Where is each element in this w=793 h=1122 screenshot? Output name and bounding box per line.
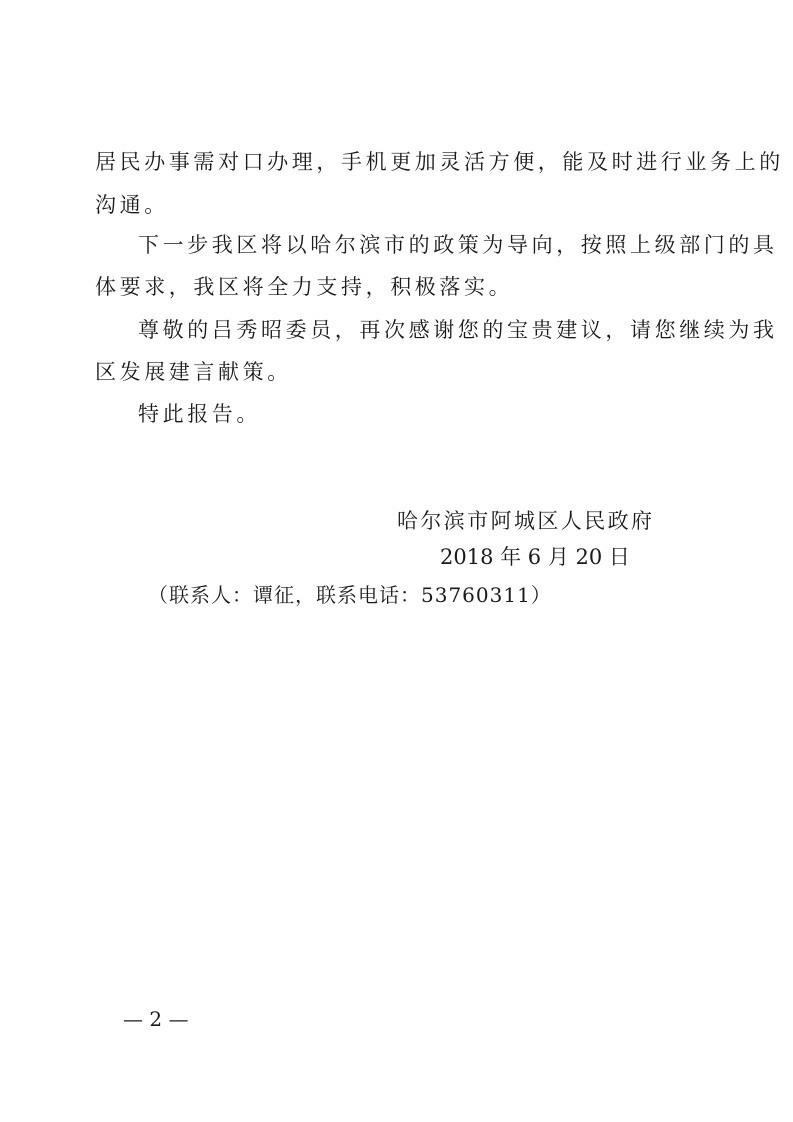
signature-organization: 哈尔滨市阿城区人民政府 xyxy=(397,509,655,533)
paragraph-3-line-2: 区发展建言献策。 xyxy=(95,360,292,384)
paragraph-2-line-2: 体要求，我区将全力支持，积极落实。 xyxy=(95,275,514,299)
paragraph-3-line-1: 尊敬的吕秀昭委员，再次感谢您的宝贵建议，请您继续为我 xyxy=(138,318,778,342)
paragraph-1-line-2: 沟通。 xyxy=(95,193,169,217)
contact-info: （联系人：谭征，联系电话：53760311） xyxy=(148,583,552,607)
signature-date: 2018 年 6 月 20 日 xyxy=(440,545,630,569)
page-number: — 2 — xyxy=(123,1007,189,1031)
paragraph-1-line-1: 居民办事需对口办理，手机更加灵活方便，能及时进行业务上的 xyxy=(95,150,784,174)
paragraph-2-line-1: 下一步我区将以哈尔滨市的政策为导向，按照上级部门的具 xyxy=(138,233,778,257)
paragraph-4-line-1: 特此报告。 xyxy=(138,402,261,426)
